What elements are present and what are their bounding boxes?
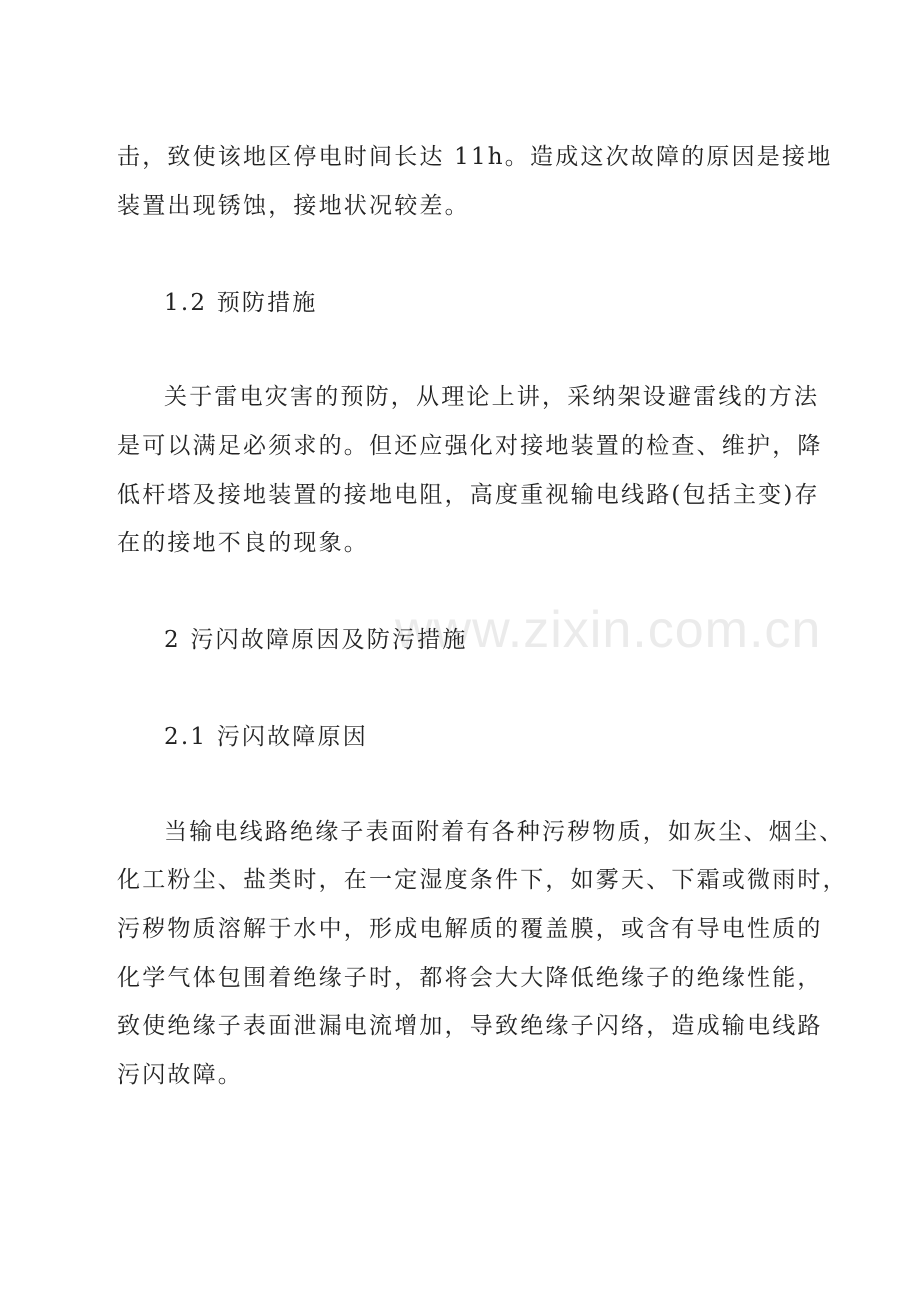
paragraph-line: 在的接地不良的现象。 <box>117 530 369 556</box>
section-heading: 2.1 污闪故障原因 <box>164 724 368 750</box>
paragraph-line: 当输电线路绝缘子表面附着有各种污秽物质，如灰尘、烟尘、 <box>164 819 845 845</box>
paragraph-line: 关于雷电灾害的预防，从理论上讲，采纳架设避雷线的方法 <box>164 384 820 410</box>
paragraph-line: 是可以满足必须求的。但还应强化对接地装置的检查、维护，降 <box>117 433 823 459</box>
section-heading: 1.2 预防措施 <box>164 290 318 316</box>
paragraph-line: 污闪故障。 <box>117 1062 243 1088</box>
paragraph-line: 污秽物质溶解于水中，形成电解质的覆盖膜，或含有导电性质的 <box>117 916 823 942</box>
paragraph-line: 低杆塔及接地装置的接地电阻，高度重视输电线路(包括主变)存 <box>117 482 820 508</box>
paragraph-line: 装置出现锈蚀，接地状况较差。 <box>117 193 470 219</box>
paragraph-line: 化学气体包围着绝缘子时，都将会大大降低绝缘子的绝缘性能， <box>117 965 823 991</box>
paragraph-line: 化工粉尘、盐类时，在一定湿度条件下，如雾天、下霜或微雨时， <box>117 867 848 893</box>
paragraph-line: 致使绝缘子表面泄漏电流增加，导致绝缘子闪络，造成输电线路 <box>117 1013 823 1039</box>
paragraph-line: 击，致使该地区停电时间长达 11h。造成这次故障的原因是接地 <box>117 144 833 170</box>
section-heading: 2 污闪故障原因及防污措施 <box>164 627 468 653</box>
watermark: www.zixin.com.cn <box>395 601 822 659</box>
